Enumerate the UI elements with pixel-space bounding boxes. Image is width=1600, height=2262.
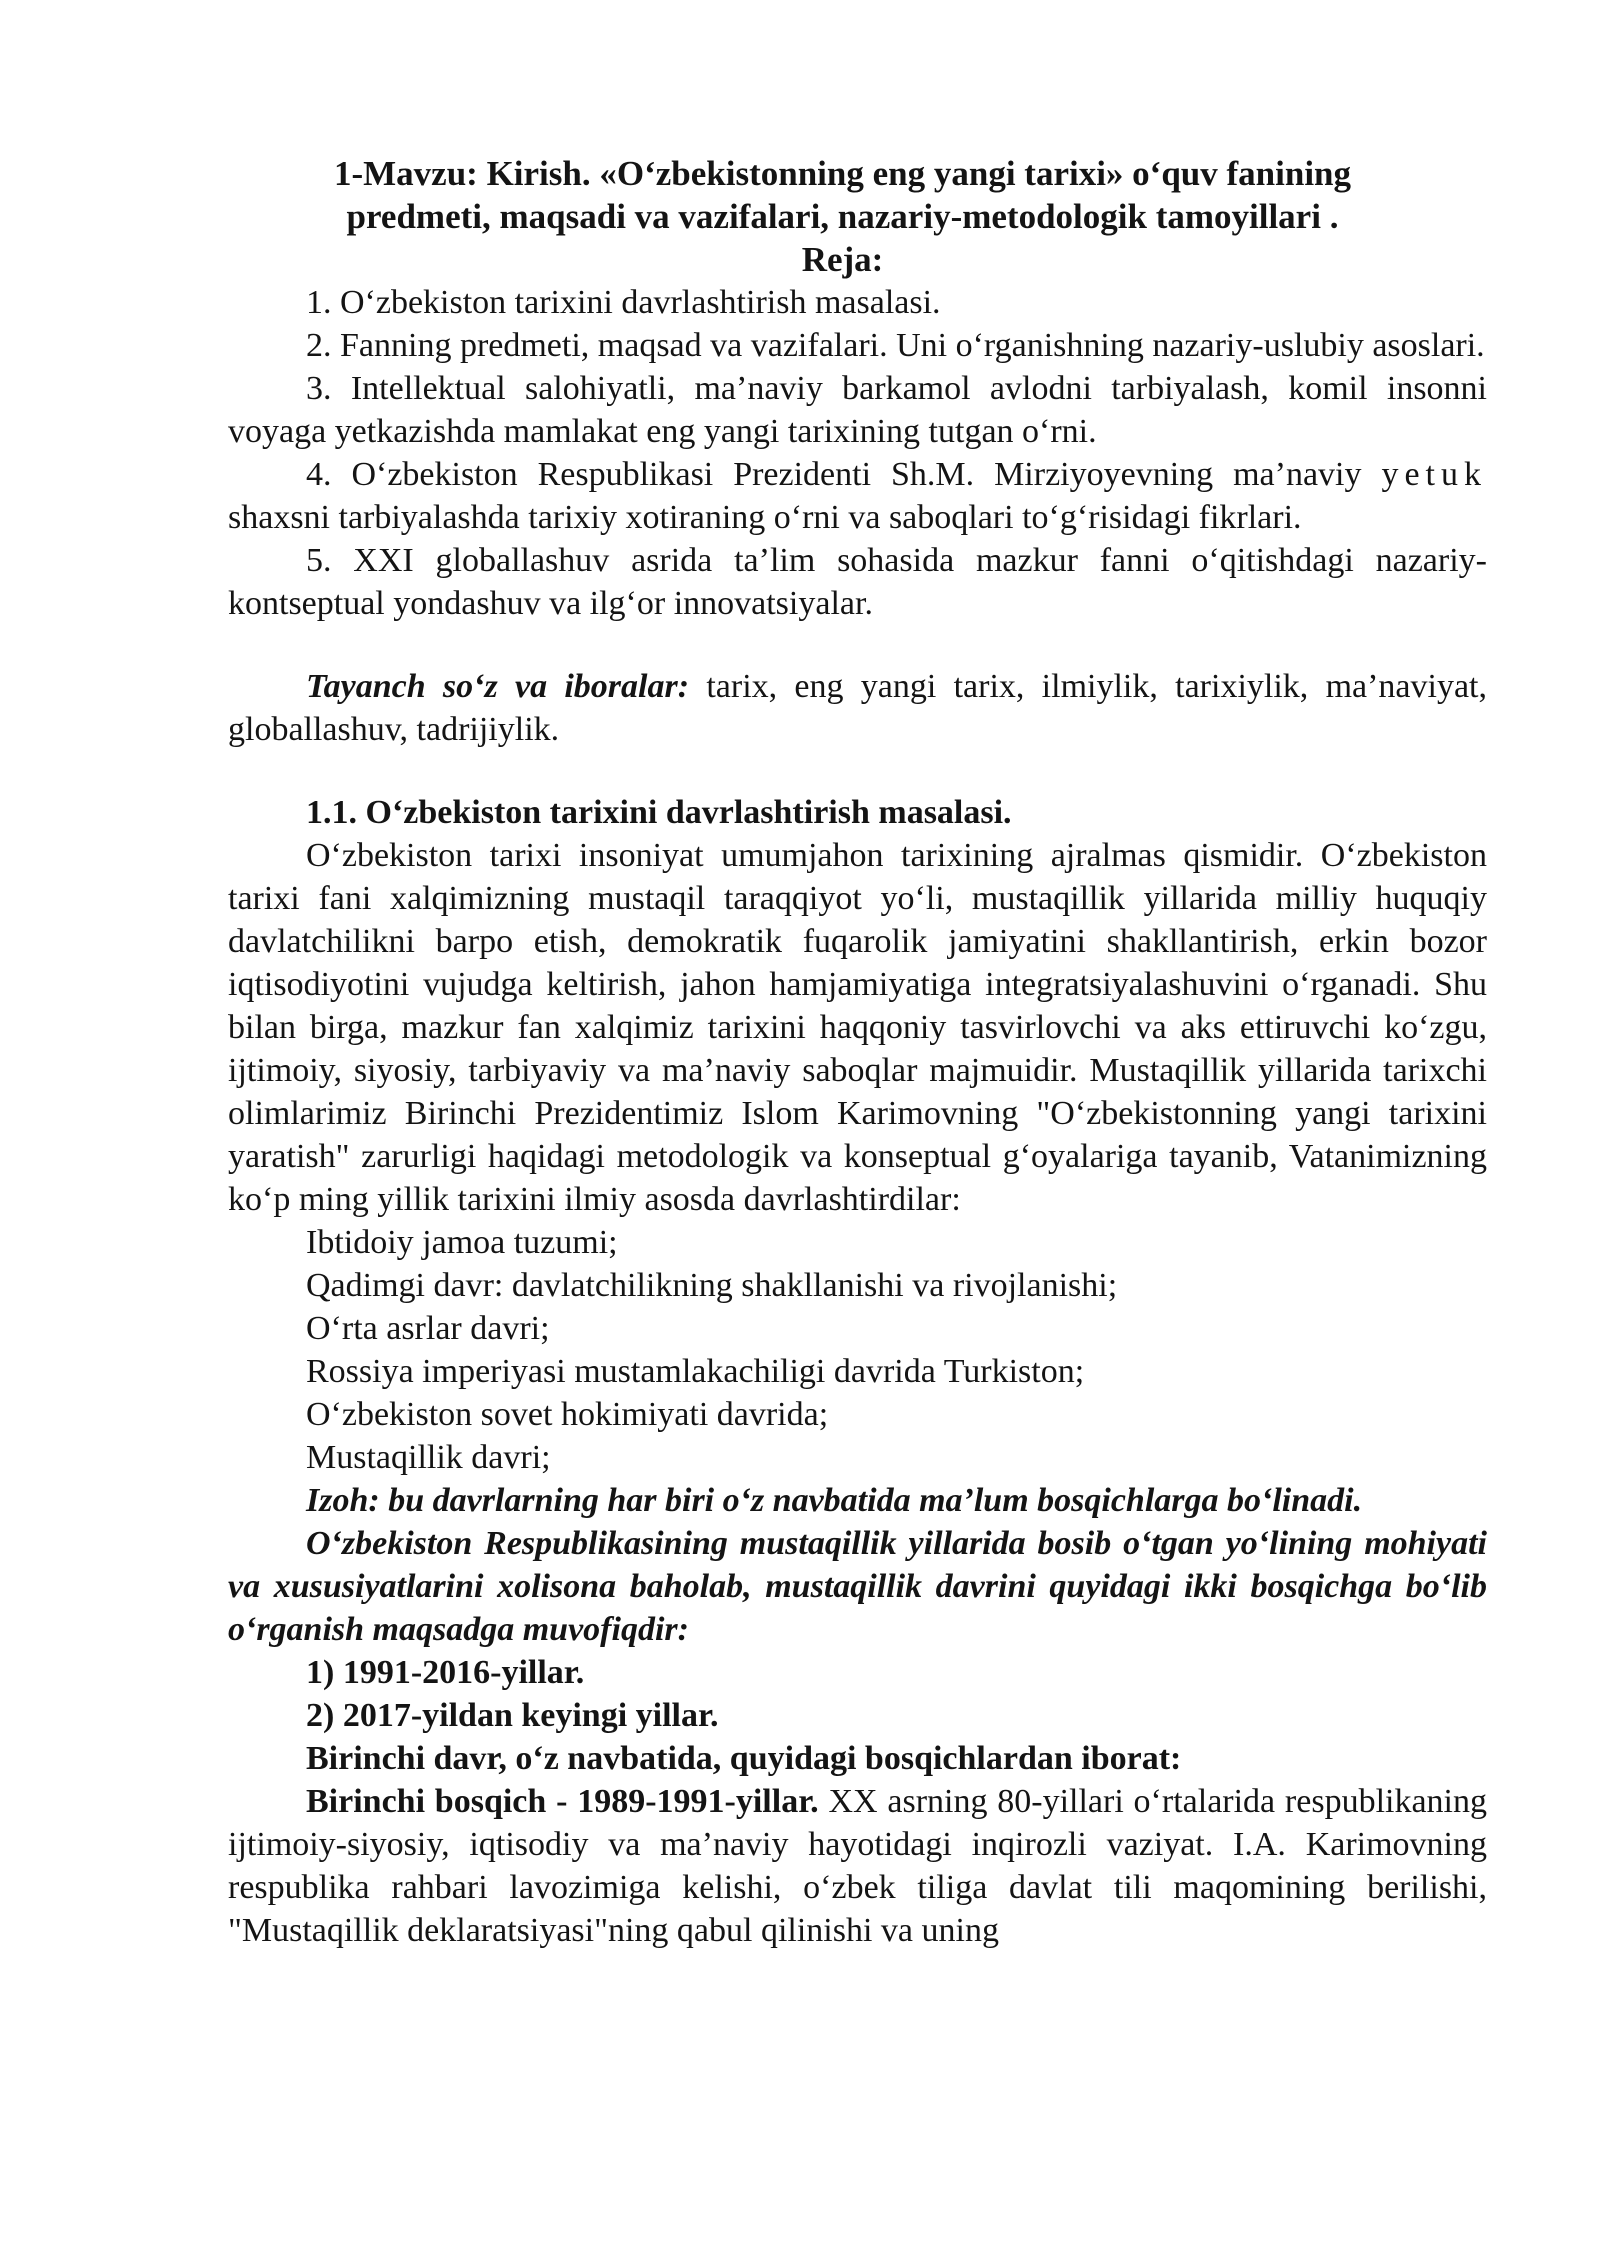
title-line-1: 1-Mavzu: Kirish. «O‘zbekistonning eng yangi tarixi» o‘quv fanining xyxy=(333,154,1352,193)
first-stage-paragraph xyxy=(228,1780,1487,1952)
section-intro-paragraph: O‘zbekiston tarixi insoniyat umumjahon tarixining ajralmas qismidir. O‘zbekiston tarixi fani xalqimizning mustaqil taraqqiyot yo‘li, mustaqillik yillarida milliy huquqiy davlatchilikni barpo etish, demokratik fuqarolik jamiyatini shakllantirish, erkin bozor iqtisodiyotini vujudga keltirish, jahon hamjamiyatiga integratsiyalashuvini o‘rganadi. Shu bilan birga, mazkur fan xalqimiz tarixini haqqoniy tasvirlovchi va aks ettiruvchi ko‘zgu, ijtimoiy, siyosiy, tarbiyaviy va ma’naviy saboqlar majmuidir. Mustaqillik yillarida tarixchi olimlarimiz Birinchi Prezidentimiz Islom Karimovning "O‘zbekistonning yangi tarixini yaratish" zarurligi haqidagi metodologik va konseptual g‘oyalariga tayanib, Vatanimizning ko‘p ming yillik tarixini ilmiy asosda davrlashtirdilar: xyxy=(228,837,1487,1218)
plan-item-4-end: shaxsni tarbiyalashda tarixiy xotiraning o‘rni va saboqlari to‘g‘risidagi fikrlari. xyxy=(228,499,1302,536)
period-item: Ibtidoiy jamoa tuzumi; xyxy=(306,1224,618,1261)
period-item: Mustaqillik davri; xyxy=(306,1439,551,1476)
first-stage-label: Birinchi bosqich - 1989-1991-yillar. xyxy=(306,1783,819,1820)
keywords-text: tarix, eng yangi tarix, ilmiylik, tarixiylik, ma’naviyat, globallashuv, tadrijiylik. xyxy=(228,668,1488,748)
plan-item-2: 2. Fanning predmeti, maqsad va vazifalari. Uni o‘rganishning nazariy-uslubiy asoslari. xyxy=(306,327,1485,364)
first-period-heading: Birinchi davr, o‘z navbatida, quyidagi bosqichlardan iborat: xyxy=(306,1740,1182,1777)
periods-list xyxy=(228,1221,1487,1479)
emphasis-paragraph: O‘zbekiston Respublikasining mustaqillik yillarida bosib o‘tgan yo‘lining mohiyati va xususiyatlarini xolisona baholab, mustaqillik davrini quyidagi ikki bosqichga bo‘lib o‘rganish maqsadga muvofiqdir: xyxy=(228,1525,1487,1648)
plan-item-4-spaced-word: yetuk xyxy=(1381,456,1488,493)
period-item: O‘zbekiston sovet hokimiyati davrida; xyxy=(306,1396,829,1433)
period-item: Qadimgi davr: davlatchilikning shakllanishi va rivojlanishi; xyxy=(306,1267,1118,1304)
section-heading: 1.1. O‘zbekiston tarixini davrlashtirish masalasi. xyxy=(306,794,1012,831)
period-item: Rossiya imperiyasi mustamlakachiligi davrida Turkiston; xyxy=(306,1353,1085,1390)
first-stage-text: XX asrning 80-yillari o‘rtalarida respublikaning ijtimoiy-siyosiy, iqtisodiy va ma’naviy hayotidagi inqirozli vaziyat. I.A. Karimovning respublika rahbari lavozimiga kelishi, o‘zbek tiliga davlat tili maqomining berilishi, "Mustaqillik deklaratsiyasi"ning qabul qilinishi va uning xyxy=(228,1783,1488,1949)
document-title xyxy=(228,152,1487,281)
plan-list xyxy=(228,281,1487,625)
plan-item-5: 5. XXI globallashuv asrida ta’lim sohasida mazkur fanni o‘qitishdagi nazariy- kontseptual yondashuv va ilg‘or innovatsiyalar. xyxy=(228,542,1487,622)
keywords-paragraph xyxy=(228,665,1487,751)
title-line-2: predmeti, maqsadi va vazifalari, nazariy-metodologik tamoyillari . xyxy=(346,197,1339,236)
stage-item: 1) 1991-2016-yillar. xyxy=(306,1654,585,1691)
keywords-label: Tayanch so‘z va iboralar: xyxy=(306,668,690,705)
plan-item-1: 1. O‘zbekiston tarixini davrlashtirish masalasi. xyxy=(306,284,941,321)
plan-heading: Reja: xyxy=(801,240,884,279)
period-item: O‘rta asrlar davri; xyxy=(306,1310,550,1347)
note-paragraph: Izoh: bu davrlarning har biri o‘z navbatida ma’lum bosqichlarga bo‘linadi. xyxy=(306,1482,1363,1519)
plan-item-3: 3. Intellektual salohiyatli, ma’naviy barkamol avlodni tarbiyalash, komil insonni voyaga yetkazishda mamlakat eng yangi tarixining tutgan o‘rni. xyxy=(228,370,1487,450)
plan-item-4-start: 4. O‘zbekiston Respublikasi Prezidenti Sh.M. Mirziyoyevning ma’naviy xyxy=(306,456,1362,493)
plan-item-4 xyxy=(228,453,1487,539)
stage-item: 2) 2017-yildan keyingi yillar. xyxy=(306,1697,719,1734)
